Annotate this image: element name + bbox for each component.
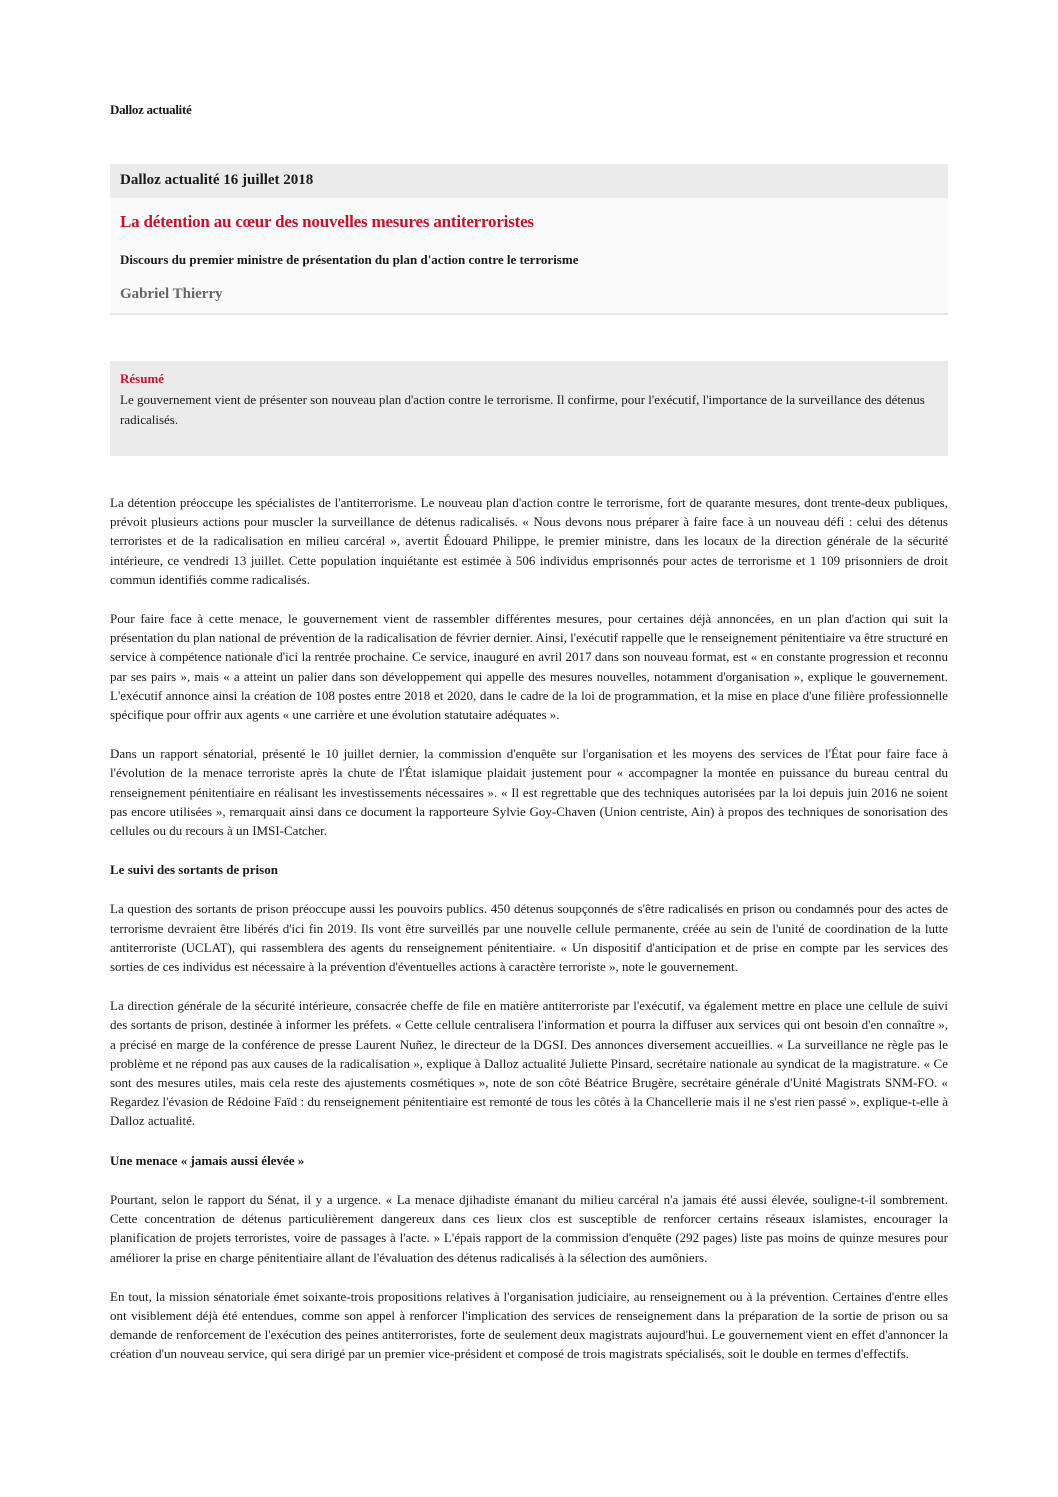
article-meta-inner xyxy=(110,198,948,313)
section-heading: Une menace « jamais aussi élevée » xyxy=(110,1152,305,1168)
article-body xyxy=(110,493,948,1384)
article-meta xyxy=(110,164,948,315)
article-subtitle: Discours du premier ministre de présentation du plan d'action contre le terrorisme xyxy=(120,252,579,267)
section-heading: Le suivi des sortants de prison xyxy=(110,862,278,878)
body-paragraph: La question des sortants de prison préoccupe aussi les pouvoirs publics. 450 détenus soupçonnés de s'être radicalisés en prison ou condamnés pour des actes de terrorisme devraient être libérés d'ici fin 2019. Ils vont être surveillés par une nouvelle cellule permanente, créée au sein de l'unité de coordination de la lutte antiterroriste (UCLAT), qui rassemblera des agents du renseignement pénitentiaire. « Un dispositif d'anticipation et de prise en compte par les services des sorties de ces individus est nécessaire à la prévention d'éventuelles actions à caractère terroriste », note le gouvernement. xyxy=(110,901,948,975)
summary-text: Le gouvernement vient de présenter son nouveau plan d'action contre le terrorisme. Il confirme, pour l'exécutif, l'importance de la surveillance des détenus radicalisés. xyxy=(120,392,925,427)
body-paragraph: Pour faire face à cette menace, le gouvernement vient de rassembler différentes mesures, pour certaines déjà annoncées, en un plan d'action qui suit la présentation du plan national de prévention de la radicalisation de février dernier. Ainsi, l'exécutif rappelle que le renseignement pénitentiaire va être structuré en service à compétence nationale d'ici la rentrée prochaine. Ce service, inauguré en avril 2017 dans son nouveau format, est « en constante progression et reconnu par ses pairs », mais « a atteint un palier dans son développement qui appelle des mesures nouvelles, notamment d'organisation », explique le gouvernement. L'exécutif annonce ainsi la création de 108 postes entre 2018 et 2020, dans le cadre de la loi de programmation, et la mise en place d'une filière professionnelle spécifique pour offrir aux agents « une carrière et une évolution statutaire adéquates ». xyxy=(110,611,948,723)
article-date: Dalloz actualité 16 juillet 2018 xyxy=(110,164,948,198)
summary-box xyxy=(110,361,948,456)
summary-label: Résumé xyxy=(120,371,165,386)
body-paragraph: Dans un rapport sénatorial, présenté le 10 juillet dernier, la commission d'enquête sur l'organisation et les moyens des services de l'État pour faire face à l'évolution de la menace terroriste après la chute de l'État islamique plaidait justement pour « accompagner la montée en puissance du bureau central du renseignement pénitentiaire en réalisant les investissements nécessaires ». « Il est regrettable que des techniques autorisées par la loi depuis juin 2016 ne soient pas encore utilisées », remarquait ainsi dans ce document la rapporteure Sylvie Goy-Chaven (Union centriste, Ain) à propos des techniques de sonorisation des cellules ou du recours à un IMSI-Catcher. xyxy=(110,746,948,839)
body-paragraph: En tout, la mission sénatoriale émet soixante-trois propositions relatives à l'organisation judiciaire, au renseignement ou à la prévention. Certaines d'entre elles ont visiblement déjà été entendues, comme son appel à renforcer l'implication des services de renseignement dans la préparation de la sortie de prison ou sa demande de renforcement de l'exécution des peines antiterroristes, forte de seulement deux magistrats aujourd'hui. Le gouvernement vient en effet d'annoncer la création d'un nouveau service, qui sera dirigé par un premier vice-président et composé de trois magistrats spécialisés, soit le double en termes d'effectifs. xyxy=(110,1288,948,1362)
body-paragraph: Pourtant, selon le rapport du Sénat, il y a urgence. « La menace djihadiste émanant du milieu carcéral n'a jamais été aussi élevée, souligne-t-il sombrement. Cette concentration de détenus particulièrement dangereux dans ces lieux clos est susceptible de renforcer certains réseaux islamistes, encourager la planification de projets terroristes, voire de passages à l'acte. » L'épais rapport de la commission d'enquête (292 pages) liste pas moins de quinze mesures pour améliorer la prise en charge pénitentiaire allant de l'évaluation des détenus radicalisés à la sélection des aumôniers. xyxy=(110,1191,948,1265)
body-paragraph: La direction générale de la sécurité intérieure, consacrée cheffe de file en matière antiterroriste par l'exécutif, va également mettre en place une cellule de suivi des sortants de prison, destinée à informer les préfets. « Cette cellule centralisera l'information et pourra la diffuser aux services qui ont besoin d'en connaître », a précisé en marge de la conférence de presse Laurent Nuñez, le directeur de la DGSI. Des annonces diversement accueillies. « La surveillance ne règle pas le problème et ne répond pas aux causes de la radicalisation », explique à Dalloz actualité Juliette Pinsard, secrétaire nationale au syndicat de la magistrature. « Ce sont des mesures utiles, mais cela reste des ajustements cosmétiques », note de son côté Béatrice Brugère, secrétaire générale d'Unité Magistrats SNM-FO. « Regardez l'évasion de Rédoine Faïd : du renseignement pénitentiaire est remonté de tous les côtés à la Chancellerie mais il ne s'est rien passé », explique-t-elle à Dalloz actualité. xyxy=(110,998,948,1129)
article-title: La détention au cœur des nouvelles mesures antiterroristes xyxy=(120,212,534,231)
article-author: Gabriel Thierry xyxy=(120,286,223,302)
page-header-brand: Dalloz actualité xyxy=(110,102,192,117)
body-paragraph: La détention préoccupe les spécialistes de l'antiterrorisme. Le nouveau plan d'action contre le terrorisme, fort de quarante mesures, dont trente-deux publiques, prévoit plusieurs actions pour muscler la surveillance de détenus radicalisés. « Nous devons nous préparer à faire face à un nouveau défi : celui des détenus terroristes et de la radicalisation en milieu carcéral », avertit Édouard Philippe, le premier ministre, dans les locaux de la direction générale de la sécurité intérieure, ce vendredi 13 juillet. Cette population inquiétante est estimée à 506 individus emprisonnés pour actes de terrorisme et 1 109 prisonniers de droit commun identifiés comme radicalisés. xyxy=(110,495,948,587)
